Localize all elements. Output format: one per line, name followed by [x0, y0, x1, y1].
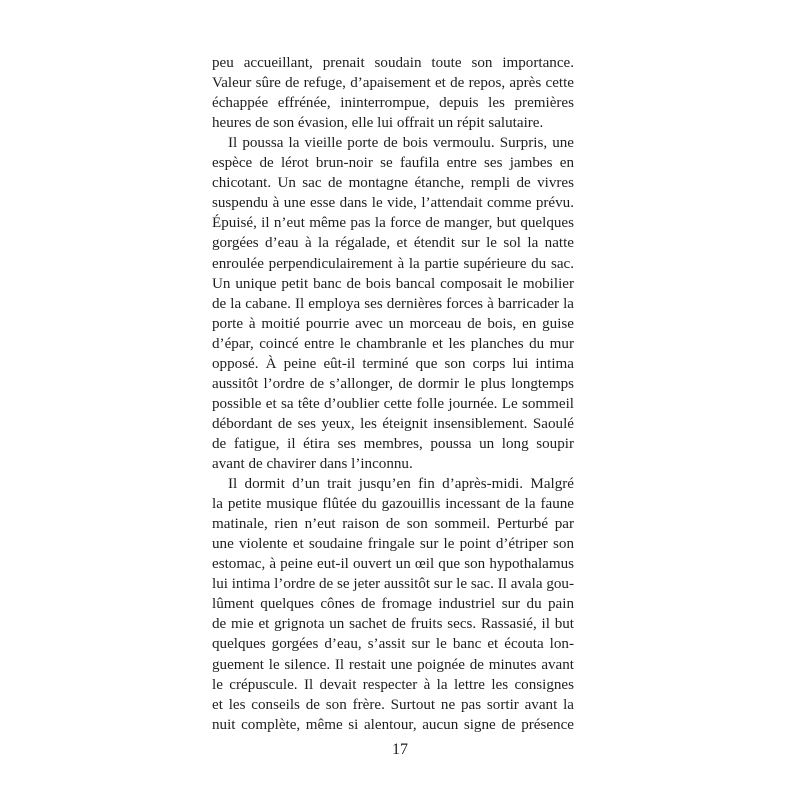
text-line: de fatigue, il étira ses membres, poussa un long soupir [212, 435, 574, 452]
text-line: porte à moitié pourrie avec un morceau de bois, en guise [212, 315, 574, 332]
text-line: peu accueillant, prenait soudain toute son importance. [212, 55, 574, 71]
text-line: Épuisé, il n’eut même pas la force de manger, but quelques [212, 215, 574, 232]
text-line: aussitôt l’ordre de s’allonger, de dormir le plus longtemps [212, 375, 574, 392]
text-line: une violente et soudaine fringale sur le point d’étriper son [212, 536, 574, 553]
text-line: suspendu à une esse dans le vide, l’attendait comme prévu. [212, 195, 574, 212]
text-line: enroulée perpendiculairement à la partie supérieure du sac. [212, 255, 574, 272]
text-line: guement le silence. Il restait une poignée de minutes avant [212, 656, 574, 673]
text-line: de la cabane. Il employa ses dernières forces à barricader la [212, 295, 574, 312]
text-line: de mie et grignota un sachet de fruits secs. Rassasié, il but [212, 616, 574, 633]
text-line: lûment quelques cônes de fromage industriel sur du pain [212, 596, 574, 613]
text-line: gorgées d’eau à la régalade, et étendit sur le sol la natte [212, 235, 574, 252]
text-line: et les conseils de son frère. Surtout ne pas sortir avant la [212, 696, 574, 713]
text-line: le crépuscule. Il devait respecter à la lettre les consignes [212, 676, 574, 693]
text-line: débordant de ses yeux, les éteignit insensiblement. Saoulé [212, 415, 574, 432]
text-line: Il poussa la vieille porte de bois vermoulu. Surpris, une [228, 135, 574, 152]
text-line: matinale, rien n’eut raison de son sommeil. Perturbé par [212, 516, 574, 533]
text-line: espèce de lérot brun-noir se faufila entre ses jambes en [212, 155, 574, 172]
text-line: quelques gorgées d’eau, s’assit sur le banc et écouta lon- [212, 636, 574, 653]
text-line: estomac, à peine eut-il ouvert un œil que son hypothalamus [212, 556, 574, 573]
text-line: nuit complète, même si alentour, aucun signe de présence [212, 716, 574, 733]
text-line: Un unique petit banc de bois bancal composait le mobilier [212, 275, 574, 292]
text-line: Valeur sûre de refuge, d’apaisement et de repos, après cette [212, 75, 574, 92]
text-line: d’épar, coincé entre le chambranle et les planches du mur [212, 335, 574, 352]
text-line: Il dormit d’un trait jusqu’en fin d’après-midi. Malgré [228, 476, 574, 493]
page-number: 17 [392, 741, 408, 758]
text-line: échappée effrénée, ininterrompue, depuis les premières [212, 95, 574, 112]
text-line: chicotant. Un sac de montagne étanche, rempli de vivres [212, 175, 574, 192]
text-line: avant de chavirer dans l’inconnu. [212, 456, 413, 472]
text-line: possible et sa tête d’oublier cette folle journée. Le sommeil [212, 395, 574, 412]
text-line: lui intima l’ordre de se jeter aussitôt sur le sac. Il avala gou- [212, 576, 574, 593]
text-line: heures de son évasion, elle lui offrait un répit salutaire. [212, 115, 544, 132]
text-line: opposé. À peine eût-il terminé que son corps lui intima [212, 355, 574, 372]
text-line: la petite musique flûtée du gazouillis incessant de la faune [212, 496, 574, 513]
